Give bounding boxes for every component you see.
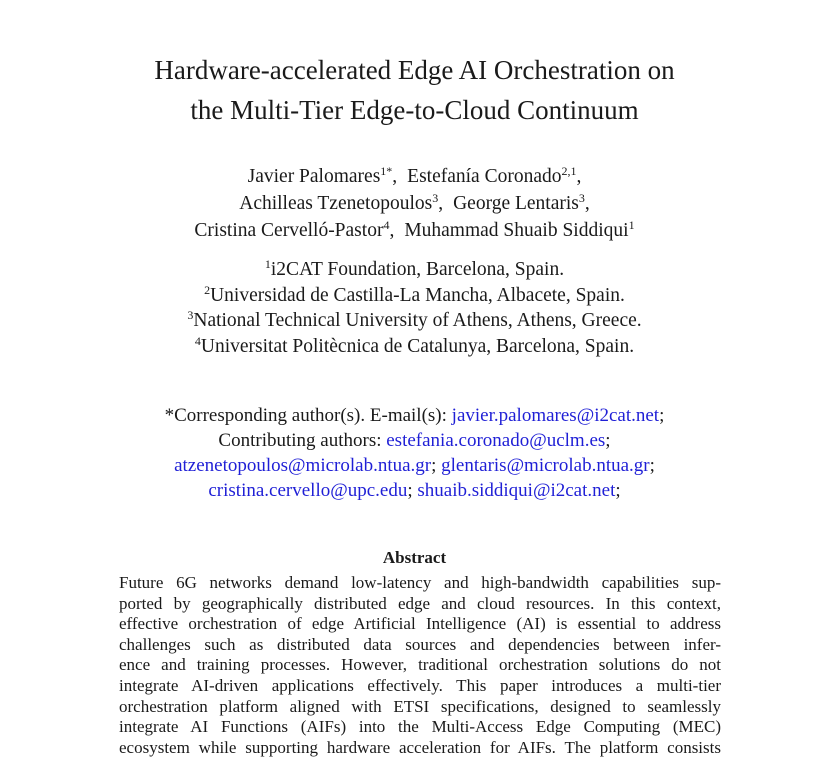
contributing-authors-line-2 <box>0 453 829 478</box>
abstract-line: ecosystem while supporting hardware acceleration for AIFs. The platform consists <box>119 737 721 757</box>
affiliation-item <box>0 308 829 334</box>
author-name: Cristina Cervelló-Pastor <box>194 220 384 241</box>
author-affiliation-marker: 3 <box>432 191 439 205</box>
author-affiliation-marker: 4 <box>383 218 390 232</box>
affiliation-item <box>0 334 829 360</box>
affiliation-text: Universitat Politècnica de Catalunya, Barcelona, Spain. <box>200 335 635 357</box>
email-separator: ; <box>605 430 611 451</box>
affiliation-number: 1 <box>264 257 271 271</box>
email-link[interactable]: shuaib.siddiqui@i2cat.net <box>417 480 616 501</box>
author-affiliation-marker: 1 <box>628 218 635 232</box>
author-affiliation-marker: 2,1 <box>561 164 577 178</box>
paper-title-line-1: Hardware-accelerated Edge AI Orchestration on <box>154 55 675 85</box>
affiliation-text: Universidad de Castilla-La Mancha, Albacete, Spain. <box>210 284 625 306</box>
author-line-3 <box>0 217 829 244</box>
abstract-line: challenges such as distributed data sources and dependencies between infer- <box>119 634 721 654</box>
author-separator: , <box>389 220 395 241</box>
author-separator: , <box>576 166 582 187</box>
correspondence-block <box>0 403 829 503</box>
author-separator: , <box>584 193 590 214</box>
email-link[interactable]: estefania.coronado@uclm.es <box>386 430 606 451</box>
affiliation-item <box>0 283 829 309</box>
contributing-authors-line-3 <box>0 478 829 503</box>
paper-title-line-2: the Multi-Tier Edge-to-Cloud Continuum <box>190 95 639 125</box>
paper-title <box>0 50 829 130</box>
author-affiliation-marker: 1* <box>380 164 393 178</box>
contributing-label: Contributing authors: <box>218 430 382 451</box>
abstract-line: ence and training processes. However, traditional orchestration solutions do not <box>119 655 721 675</box>
email-separator: ; <box>407 480 413 501</box>
affiliation-item <box>0 257 829 283</box>
email-separator: ; <box>649 455 655 476</box>
author-line-1 <box>0 163 829 190</box>
affiliation-number: 4 <box>194 333 201 348</box>
corresponding-author-line <box>0 403 829 428</box>
abstract-line: ported by geographically distributed edge and cloud resources. In this context, <box>119 593 721 613</box>
author-name: George Lentaris <box>453 193 579 214</box>
email-link[interactable]: atzenetopoulos@microlab.ntua.gr <box>174 455 432 476</box>
abstract-body <box>119 573 721 758</box>
email-separator: ; <box>615 480 621 501</box>
author-affiliation-marker: 3 <box>578 191 585 205</box>
affiliation-text: i2CAT Foundation, Barcelona, Spain. <box>270 259 565 280</box>
abstract-line: Future 6G networks demand low-latency and high-bandwidth capabilities sup- <box>119 573 721 592</box>
author-name: Estefanía Coronado <box>407 166 562 187</box>
abstract-line: integrate AI Functions (AIFs) into the Multi-Access Edge Computing (MEC) <box>119 717 721 737</box>
contributing-authors-line-1 <box>0 428 829 453</box>
author-separator: , <box>438 193 444 214</box>
email-separator: ; <box>659 405 665 426</box>
author-name: Javier Palomares <box>247 166 381 187</box>
author-separator: , <box>392 166 398 187</box>
corresponding-label: *Corresponding author(s). E-mail(s): <box>164 405 447 426</box>
author-list <box>0 163 829 244</box>
author-line-2 <box>0 190 829 217</box>
abstract-line: effective orchestration of edge Artificial Intelligence (AI) is essential to address <box>119 614 721 634</box>
email-link[interactable]: glentaris@microlab.ntua.gr <box>441 455 650 476</box>
author-name: Muhammad Shuaib Siddiqui <box>404 220 629 241</box>
affiliation-number: 2 <box>204 282 211 297</box>
email-link[interactable]: javier.palomares@i2cat.net <box>451 405 660 426</box>
affiliation-number: 3 <box>187 308 194 322</box>
abstract-line: integrate AI-driven applications effectively. This paper introduces a multi-tier <box>119 675 721 695</box>
author-name: Achilleas Tzenetopoulos <box>239 193 433 214</box>
email-link[interactable]: cristina.cervello@upc.edu <box>208 480 408 501</box>
abstract-line: orchestration platform aligned with ETSI specifications, designed to seamlessly <box>119 696 721 716</box>
abstract-heading: Abstract <box>382 548 447 567</box>
email-separator: ; <box>431 455 437 476</box>
affiliation-text: National Technical University of Athens, Athens, Greece. <box>193 310 642 331</box>
affiliation-list <box>0 257 829 359</box>
